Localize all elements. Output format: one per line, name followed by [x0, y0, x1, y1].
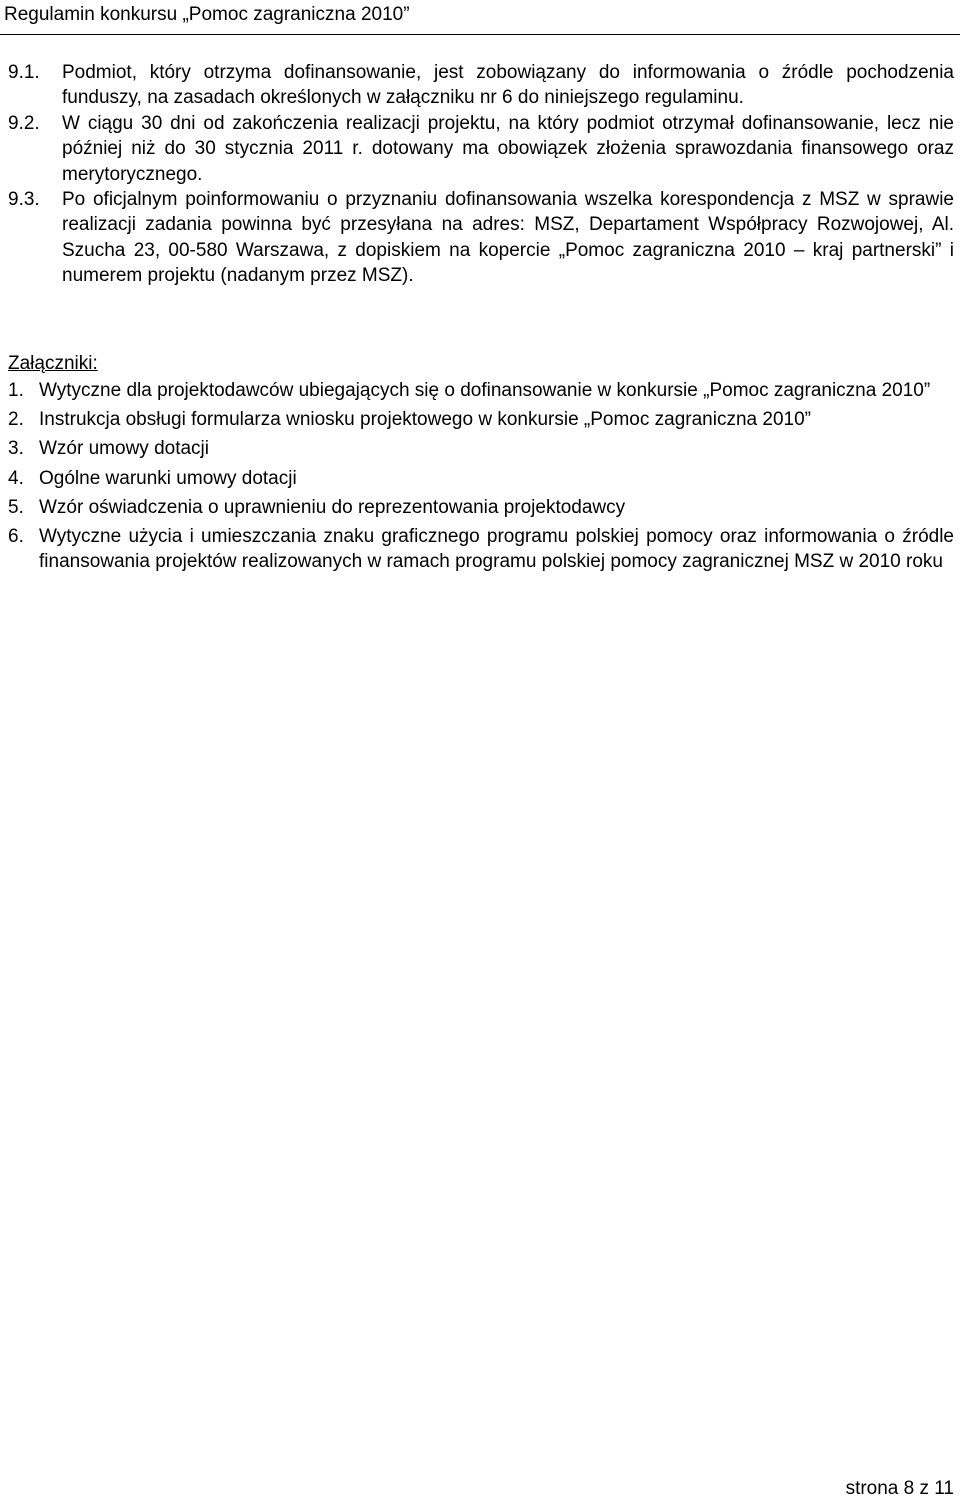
section-9-1 [8, 60, 954, 111]
section-text: W ciągu 30 dni od zakończenia realizacji projektu, na który podmiot otrzymał dofinansowanie, lecz nie później niż do 30 stycznia 2011 r. dotowany ma obowiązek złożenia sprawozdania finansowego oraz merytorycznego. [62, 112, 954, 185]
list-item [8, 466, 954, 491]
list-number: 2. [8, 409, 24, 431]
list-number: 6. [8, 526, 24, 548]
section-9-3 [8, 187, 954, 289]
section-number: 9.1. [8, 62, 40, 83]
header-divider [0, 34, 960, 35]
annex-list [8, 378, 954, 575]
list-item [8, 524, 954, 575]
section-spacer [8, 289, 954, 351]
document-title: Regulamin konkursu „Pomoc zagraniczna 2010” [4, 4, 410, 25]
list-item [8, 378, 954, 403]
section-text: Podmiot, który otrzyma dofinansowanie, jest zobowiązany do informowania o źródle pochodzenia funduszy, na zasadach określonych w załączniku nr 6 do niniejszego regulaminu. [62, 62, 954, 109]
list-item [8, 407, 954, 432]
list-text: Ogólne warunki umowy dotacji [39, 467, 297, 489]
list-text: Wytyczne dla projektodawców ubiegających się o dofinansowanie w konkursie „Pomoc zagraniczna 2010” [39, 380, 931, 402]
section-number: 9.2. [8, 112, 40, 134]
list-number: 5. [8, 496, 24, 518]
list-number: 3. [8, 438, 24, 460]
list-text: Wzór oświadczenia o uprawnieniu do reprezentowania projektodawcy [39, 496, 626, 518]
list-number: 4. [8, 467, 24, 489]
list-text: Wzór umowy dotacji [39, 438, 209, 460]
list-item [8, 495, 954, 520]
section-text: Po oficjalnym poinformowaniu o przyznaniu dofinansowania wszelka korespondencja z MSZ w sprawie realizacji zadania powinna być przesyłana na adres: MSZ, Departament Współpracy Rozwojowej, Al. Szucha 23, 00-580 Warszawa, z dopiskiem na kopercie „Pomoc zagraniczna 2010 – kraj partnerski” i numerem projektu (nadanym przez MSZ). [62, 189, 954, 287]
page-number: strona 8 z 11 [845, 1478, 954, 1499]
list-text: Instrukcja obsługi formularza wniosku projektowego w konkursie „Pomoc zagraniczna 2010” [39, 409, 811, 431]
list-number: 1. [8, 380, 24, 402]
list-text: Wytyczne użycia i umieszczania znaku graficznego programu polskiej pomocy oraz informowania o źródle finansowania projektów realizowanych w ramach programu polskiej pomocy zagranicznej MSZ w 2010 roku [39, 526, 954, 573]
document-body [8, 60, 954, 579]
section-9-2 [8, 111, 954, 187]
section-number: 9.3. [8, 189, 40, 211]
page-header [0, 0, 960, 35]
annexes-heading: Załączniki: [8, 352, 98, 374]
list-item [8, 436, 954, 461]
